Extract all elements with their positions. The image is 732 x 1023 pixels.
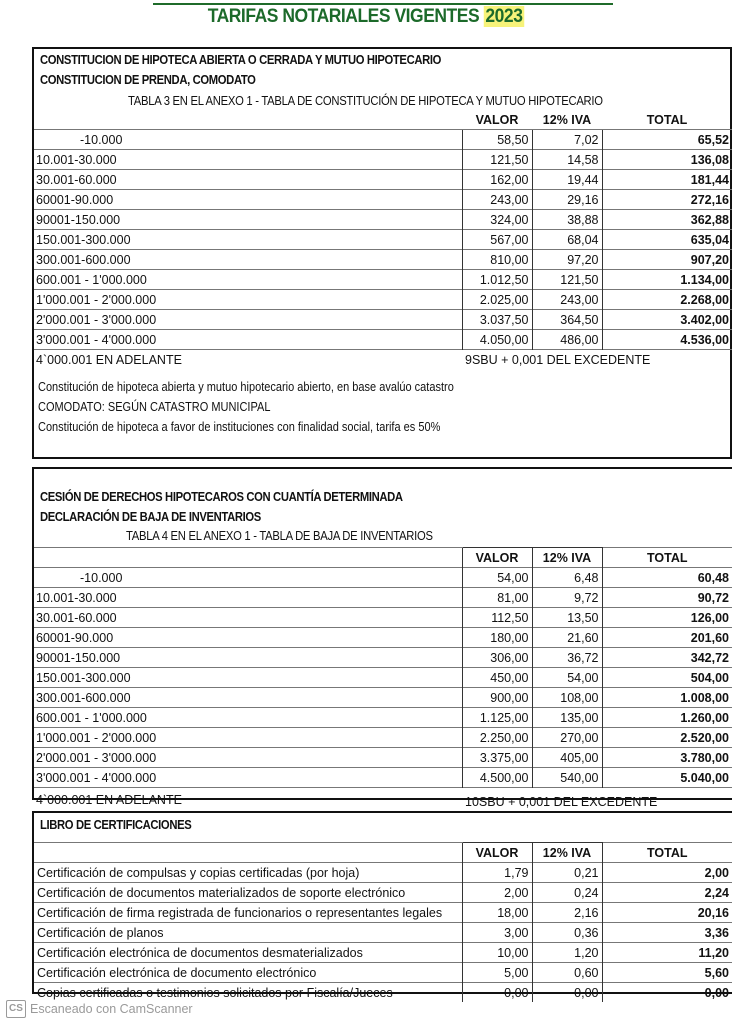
range-cell: 4`000.001 EN ADELANTE (34, 788, 462, 812)
iva-cell: 0,24 (532, 883, 602, 903)
section-heading: LIBRO DE CERTIFICACIONES (40, 818, 192, 832)
table-caption: TABLA 3 EN EL ANEXO 1 - TABLA DE CONSTITUCIÓN DE HIPOTECA Y MUTUO HIPOTECARIO (128, 94, 603, 108)
total-cell: 1.260,00 (602, 708, 732, 728)
total-cell: 3.780,00 (602, 748, 732, 768)
valor-cell: 54,00 (462, 568, 532, 588)
valor-cell: 1.012,50 (462, 270, 532, 290)
table-row (34, 170, 732, 190)
iva-cell: 0,21 (532, 863, 602, 883)
total-cell: 0,00 (602, 983, 732, 1003)
range-cell: 30.001-60.000 (34, 608, 462, 628)
valor-cell: 2.025,00 (462, 290, 532, 310)
valor-cell: 2.250,00 (462, 728, 532, 748)
iva-cell: 54,00 (532, 668, 602, 688)
note-3: Constitución de hipoteca a favor de instituciones con finalidad social, tarifa es 50% (38, 420, 441, 434)
valor-cell: 3.375,00 (462, 748, 532, 768)
range-cell: 1'000.001 - 2'000.000 (34, 290, 462, 310)
concept-cell: Certificación de firma registrada de funcionarios o representantes legales (34, 903, 462, 923)
iva-cell: 364,50 (532, 310, 602, 330)
table-row (34, 608, 732, 628)
valor-cell: 81,00 (462, 588, 532, 608)
range-cell: 2'000.001 - 3'000.000 (34, 310, 462, 330)
section-baja-inventarios (32, 467, 732, 809)
table-caption: TABLA 4 EN EL ANEXO 1 - TABLA DE BAJA DE INVENTARIOS (126, 529, 433, 543)
range-cell: 600.001 - 1'000.000 (34, 270, 462, 290)
title-rule (153, 3, 613, 5)
table-row (34, 588, 732, 608)
iva-cell: 2,16 (532, 903, 602, 923)
total-cell: 20,16 (602, 903, 732, 923)
iva-cell: 1,20 (532, 943, 602, 963)
iva-cell: 0,36 (532, 923, 602, 943)
concept-cell: Certificación de documentos materializados de soporte electrónico (34, 883, 462, 903)
total-cell: 4.536,00 (602, 330, 732, 350)
table-row (34, 230, 732, 250)
formula-cell: 9SBU + 0,001 DEL EXCEDENTE (462, 350, 732, 370)
concept-cell: Certificación electrónica de documento electrónico (34, 963, 462, 983)
note-2: COMODATO: SEGÚN CATASTRO MUNICIPAL (38, 400, 271, 414)
tarifa-table-4 (34, 547, 732, 811)
table-row (34, 150, 732, 170)
range-cell: 300.001-600.000 (34, 688, 462, 708)
iva-cell: 121,50 (532, 270, 602, 290)
iva-cell: 6,48 (532, 568, 602, 588)
total-cell: 136,08 (602, 150, 732, 170)
total-cell: 126,00 (602, 608, 732, 628)
total-cell: 2,00 (602, 863, 732, 883)
iva-cell: 243,00 (532, 290, 602, 310)
col-iva: 12% IVA (532, 548, 602, 568)
range-cell: 2'000.001 - 3'000.000 (34, 748, 462, 768)
total-cell: 60,48 (602, 568, 732, 588)
section-subheading: CONSTITUCION DE PRENDA, COMODATO (40, 73, 256, 87)
range-cell: 1'000.001 - 2'000.000 (34, 728, 462, 748)
range-cell: -10.000 (34, 568, 462, 588)
iva-cell: 0,60 (532, 963, 602, 983)
table-row (34, 863, 732, 883)
valor-cell: 324,00 (462, 210, 532, 230)
valor-cell: 1.125,00 (462, 708, 532, 728)
range-cell: 90001-150.000 (34, 648, 462, 668)
table-row (34, 728, 732, 748)
range-cell: 600.001 - 1'000.000 (34, 708, 462, 728)
concept-cell: Certificación electrónica de documentos desmaterializados (34, 943, 462, 963)
table-row (34, 250, 732, 270)
col-total: TOTAL (602, 843, 732, 863)
valor-cell: 243,00 (462, 190, 532, 210)
valor-cell: 18,00 (462, 903, 532, 923)
table-header-row (34, 548, 732, 568)
iva-cell: 7,02 (532, 130, 602, 150)
total-cell: 5.040,00 (602, 768, 732, 788)
table-row (34, 903, 732, 923)
range-cell: 3'000.001 - 4'000.000 (34, 768, 462, 788)
iva-cell: 486,00 (532, 330, 602, 350)
total-cell: 90,72 (602, 588, 732, 608)
total-cell: 362,88 (602, 210, 732, 230)
iva-cell: 68,04 (532, 230, 602, 250)
table-row (34, 210, 732, 230)
valor-cell: 3,00 (462, 923, 532, 943)
table-row (34, 310, 732, 330)
total-cell: 907,20 (602, 250, 732, 270)
range-cell: 60001-90.000 (34, 190, 462, 210)
col-valor: VALOR (475, 112, 519, 127)
col-total: TOTAL (646, 112, 688, 127)
iva-cell: 97,20 (532, 250, 602, 270)
range-cell: 150.001-300.000 (34, 668, 462, 688)
table-row (34, 290, 732, 310)
valor-cell: 306,00 (462, 648, 532, 668)
valor-cell: 180,00 (462, 628, 532, 648)
iva-cell: 270,00 (532, 728, 602, 748)
range-cell: -10.000 (34, 130, 462, 150)
total-cell: 2.520,00 (602, 728, 732, 748)
iva-cell: 108,00 (532, 688, 602, 708)
concept-cell: Certificación de planos (34, 923, 462, 943)
total-cell: 2,24 (602, 883, 732, 903)
range-cell: 60001-90.000 (34, 628, 462, 648)
table-row (34, 628, 732, 648)
valor-cell: 4.500,00 (462, 768, 532, 788)
total-cell: 1.134,00 (602, 270, 732, 290)
valor-cell: 2,00 (462, 883, 532, 903)
col-iva: 12% IVA (542, 112, 592, 127)
page-title (29, 6, 702, 28)
iva-cell: 19,44 (532, 170, 602, 190)
range-cell: 10.001-30.000 (34, 588, 462, 608)
col-valor: VALOR (462, 548, 532, 568)
total-cell: 65,52 (602, 130, 732, 150)
tarifa-table-3 (34, 110, 732, 369)
iva-cell: 38,88 (532, 210, 602, 230)
total-cell: 635,04 (602, 230, 732, 250)
total-cell: 1.008,00 (602, 688, 732, 708)
table-row (34, 943, 732, 963)
range-cell: 90001-150.000 (34, 210, 462, 230)
col-valor: VALOR (462, 843, 532, 863)
table-row (34, 768, 732, 788)
table-row (34, 190, 732, 210)
table-row (34, 330, 732, 350)
table-row (34, 668, 732, 688)
total-cell: 181,44 (602, 170, 732, 190)
table-row (34, 130, 732, 150)
total-cell: 5,60 (602, 963, 732, 983)
range-cell: 30.001-60.000 (34, 170, 462, 190)
iva-cell: 9,72 (532, 588, 602, 608)
valor-cell: 112,50 (462, 608, 532, 628)
table-row (34, 748, 732, 768)
total-cell: 272,16 (602, 190, 732, 210)
formula-cell: 10SBU + 0,001 DEL EXCEDENTE (462, 788, 732, 812)
range-cell: 10.001-30.000 (34, 150, 462, 170)
table-row (34, 883, 732, 903)
table-row (34, 923, 732, 943)
table-row (34, 963, 732, 983)
valor-cell: 10,00 (462, 943, 532, 963)
section-hipoteca (32, 47, 732, 459)
table-row (34, 270, 732, 290)
iva-cell: 29,16 (532, 190, 602, 210)
valor-cell: 5,00 (462, 963, 532, 983)
table-row-last (34, 350, 732, 370)
valor-cell: 450,00 (462, 668, 532, 688)
table-header-row (34, 843, 732, 863)
title-year-highlight: 2023 (485, 6, 523, 27)
valor-cell: 162,00 (462, 170, 532, 190)
table-row (34, 568, 732, 588)
iva-cell: 540,00 (532, 768, 602, 788)
total-cell: 504,00 (602, 668, 732, 688)
total-cell: 2.268,00 (602, 290, 732, 310)
total-cell: 3,36 (602, 923, 732, 943)
total-cell: 11,20 (602, 943, 732, 963)
total-cell: 3.402,00 (602, 310, 732, 330)
valor-cell: 810,00 (462, 250, 532, 270)
range-cell: 300.001-600.000 (34, 250, 462, 270)
valor-cell: 900,00 (462, 688, 532, 708)
table-row-last (34, 788, 732, 812)
table-header-row (34, 110, 732, 130)
valor-cell: 3.037,50 (462, 310, 532, 330)
section-libro-certificaciones (32, 811, 732, 1000)
total-cell: 201,60 (602, 628, 732, 648)
iva-cell: 13,50 (532, 608, 602, 628)
table-row (34, 688, 732, 708)
valor-cell: 4.050,00 (462, 330, 532, 350)
note-1: Constitución de hipoteca abierta y mutuo hipotecario abierto, en base avalúo catastro (38, 380, 454, 394)
iva-cell: 405,00 (532, 748, 602, 768)
iva-cell: 0,00 (532, 983, 602, 1003)
valor-cell: 58,50 (462, 130, 532, 150)
concept-cell: Copias certificadas o testimonios solicitados por Fiscalía/Jueces (34, 983, 462, 1003)
range-cell: 4`000.001 EN ADELANTE (34, 350, 462, 370)
col-total: TOTAL (602, 548, 732, 568)
range-cell: 3'000.001 - 4'000.000 (34, 330, 462, 350)
table-row (34, 648, 732, 668)
valor-cell: 121,50 (462, 150, 532, 170)
valor-cell: 0,00 (462, 983, 532, 1003)
watermark-text: Escaneado con CamScanner (30, 1002, 193, 1016)
range-cell: 150.001-300.000 (34, 230, 462, 250)
iva-cell: 135,00 (532, 708, 602, 728)
total-cell: 342,72 (602, 648, 732, 668)
certificaciones-table (34, 842, 732, 1002)
col-iva: 12% IVA (532, 843, 602, 863)
table-row (34, 708, 732, 728)
title-text: TARIFAS NOTARIALES VIGENTES (207, 6, 480, 27)
concept-cell: Certificación de compulsas y copias certificadas (por hoja) (34, 863, 462, 883)
section-heading: CONSTITUCION DE HIPOTECA ABIERTA O CERRADA Y MUTUO HIPOTECARIO (40, 53, 442, 67)
scanner-watermark (6, 1000, 193, 1018)
section-subheading: DECLARACIÓN DE BAJA DE INVENTARIOS (40, 510, 261, 524)
iva-cell: 14,58 (532, 150, 602, 170)
section-heading: CESIÓN DE DERECHOS HIPOTECAROS CON CUANTÍA DETERMINADA (40, 490, 403, 504)
iva-cell: 36,72 (532, 648, 602, 668)
valor-cell: 1,79 (462, 863, 532, 883)
iva-cell: 21,60 (532, 628, 602, 648)
camscanner-logo-icon: CS (6, 1000, 26, 1018)
valor-cell: 567,00 (462, 230, 532, 250)
